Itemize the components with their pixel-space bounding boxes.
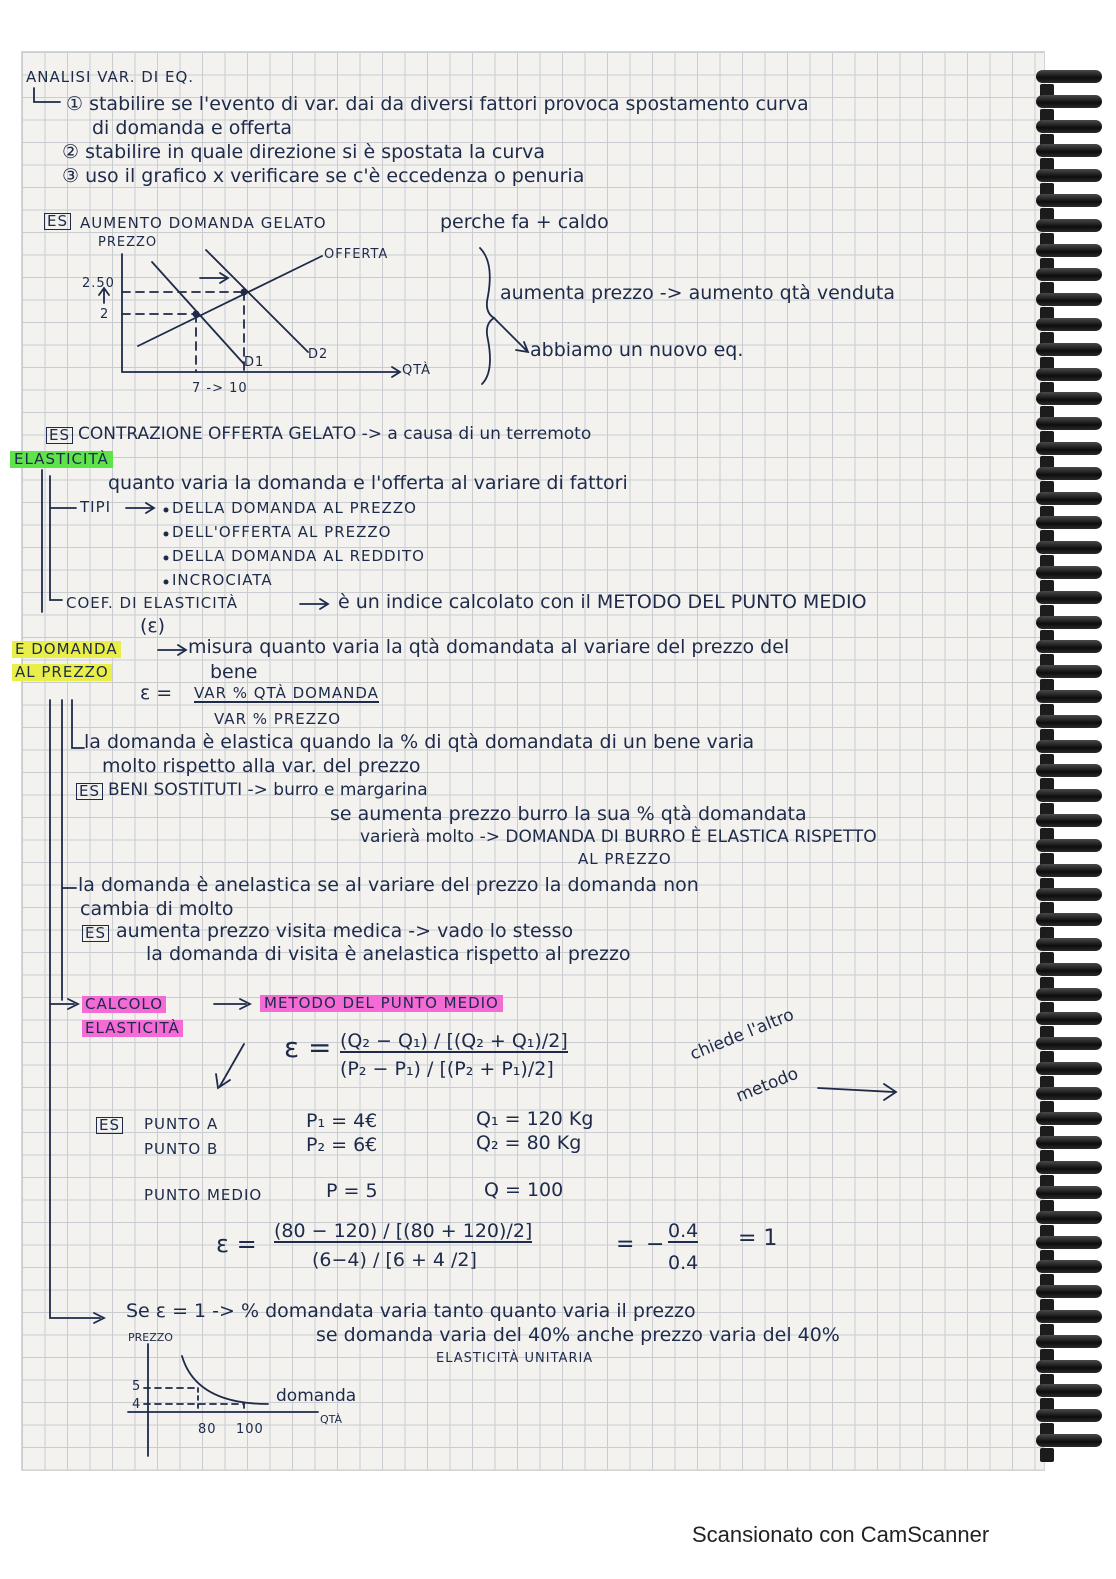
calc-symbol: ε = [216, 1230, 257, 1258]
scanner-footer: Scansionato con CamScanner [692, 1522, 990, 1547]
graph2-xlabel: QTÀ [320, 1413, 343, 1426]
elasticita-tipi: TIPI [80, 498, 112, 516]
example-title: AUMENTO DOMANDA GELATO [80, 214, 327, 232]
graph1-d1-label: D1 [244, 355, 265, 370]
es-tag-visita: ES [82, 925, 109, 942]
calc-denominator: (6−4) / [6 + 4 /2] [312, 1249, 477, 1271]
calc-minus: − [646, 1232, 665, 1257]
punto-medio-qty: Q = 100 [484, 1179, 564, 1201]
type-1: DELLA DOMANDA AL PREZZO [172, 499, 417, 517]
step-3: ③ uso il grafico x verificare se c'è eccedenza o penuria [62, 165, 585, 187]
calc-frac-den: 0.4 [668, 1252, 699, 1274]
type-4: INCROCIATA [172, 571, 273, 589]
sostituti-line-2: se aumenta prezzo burro la sua % qtà domandata [330, 803, 807, 825]
example-note-1: aumenta prezzo -> aumento qtà venduta [500, 282, 896, 304]
calcolo-heading: CALCOLO [82, 996, 166, 1013]
coef-symbol: (ε) [140, 615, 166, 637]
graph1-xticks: 7 -> 10 [192, 381, 248, 396]
anelastic-line-4: la domanda di visita è anelastica rispetto al prezzo [146, 943, 631, 965]
graph1-d2-line [206, 250, 308, 352]
punto-b-label: PUNTO B [144, 1140, 219, 1158]
e-domanda-def-2: bene [210, 661, 258, 683]
graph1-ytick-high: 2.50 [82, 276, 115, 291]
calcolo-formula-num: (Q₂ − Q₁) / [(Q₂ + Q₁)/2] [340, 1030, 568, 1052]
calc-equals: = [616, 1232, 635, 1257]
punto-medio-label: PUNTO MEDIO [144, 1186, 263, 1204]
graph2-ylabel: PREZZO [128, 1331, 173, 1344]
graph2-ytick-4: 4 [132, 1397, 142, 1412]
example2-tag: ES [46, 427, 73, 444]
anelastic-line-2: cambia di molto [80, 898, 234, 920]
margin-note-1: chiede l'altro [687, 1004, 797, 1065]
example-reason: perche fa + caldo [440, 211, 609, 233]
example-note-2: abbiamo un nuovo eq. [530, 339, 744, 361]
anelastic-line-3: aumenta prezzo visita medica -> vado lo stesso [116, 920, 574, 942]
punto-b-price: P₂ = 6€ [306, 1134, 378, 1156]
e-domanda-def: misura quanto varia la qtà domandata al variare del prezzo del [188, 636, 790, 658]
sostituti-line-3: varierà molto -> DOMANDA DI BURRO È ELASTICA RISPETTO [360, 827, 877, 847]
elastic-line-1: la domanda è elastica quando la % di qtà domandata di un bene varia [84, 731, 755, 753]
hook-arrow [34, 88, 60, 102]
metodo-punto-medio: METODO DEL PUNTO MEDIO [260, 995, 503, 1012]
formula-numerator: VAR % QTÀ DOMANDA [194, 684, 379, 702]
formula-denominator: VAR % PREZZO [214, 710, 342, 728]
example-tag: ES [44, 213, 71, 230]
es-tag-sostituti: ES [76, 783, 103, 800]
elasticita-heading: ELASTICITÀ [10, 451, 113, 468]
graph2-xtick-80: 80 [198, 1422, 217, 1437]
calcolo-formula-symbol: ε = [284, 1031, 332, 1064]
graph1-supply-line [138, 256, 322, 346]
graph1-d2-label: D2 [308, 347, 329, 362]
punto-a-label: PUNTO A [144, 1115, 219, 1133]
se-line-1: Se ε = 1 -> % domandata varia tanto quanto varia il prezzo [126, 1300, 696, 1322]
elasticita-def: quanto varia la domanda e l'offerta al variare di fattori [108, 472, 628, 494]
beni-sostituti: BENI SOSTITUTI -> burro e margarina [108, 780, 428, 800]
bracket [480, 248, 494, 384]
elasticita-unitaria: ELASTICITÀ UNITARIA [436, 1351, 594, 1366]
sostituti-line-4: AL PREZZO [578, 850, 672, 868]
graph2-curve [182, 1356, 268, 1404]
graph1-ytick-low: 2 [100, 307, 110, 322]
margin-note-2: metodo [733, 1063, 802, 1107]
anelastic-line-1: la domanda è anelastica se al variare del prezzo la domanda non [78, 874, 699, 896]
graph1-axes [122, 254, 398, 372]
example2-text: CONTRAZIONE OFFERTA GELATO -> a causa di un terremoto [78, 424, 592, 444]
type-2: DELL'OFFERTA AL PREZZO [172, 523, 392, 541]
calc-result: = 1 [738, 1226, 778, 1251]
graph1-supply-label: OFFERTA [324, 247, 389, 262]
es-tag-calcolo: ES [96, 1117, 123, 1134]
arrow-down [220, 1044, 244, 1086]
section-title: ANALISI VAR. DI EQ. [26, 68, 195, 86]
punto-a-qty: Q₁ = 120 Kg [476, 1108, 594, 1130]
calc-frac-num: 0.4 [668, 1220, 699, 1242]
calcolo-formula-den: (P₂ − P₁) / [(P₂ + P₁)/2] [340, 1058, 554, 1080]
punto-medio-price: P = 5 [326, 1180, 378, 1202]
formula-symbol: ε = [140, 682, 173, 704]
graph2-xtick-100: 100 [236, 1422, 264, 1437]
step-1: ① stabilire se l'evento di var. dai da diversi fattori provoca spostamento curva [66, 93, 809, 115]
e-domanda-heading-2: AL PREZZO [12, 664, 112, 681]
elastic-line-2: molto rispetto alla var. del prezzo [102, 755, 421, 777]
graph2-ytick-5: 5 [132, 1379, 142, 1394]
type-3: DELLA DOMANDA AL REDDITO [172, 547, 425, 565]
punto-a-price: P₁ = 4€ [306, 1110, 378, 1132]
graph2-curve-label: domanda [276, 1386, 357, 1406]
se-line-2: se domanda varia del 40% anche prezzo varia del 40% [316, 1324, 840, 1346]
graph1-ylabel: PREZZO [98, 235, 158, 250]
step-1-cont: di domanda e offerta [92, 117, 293, 139]
e-domanda-heading: E DOMANDA [12, 641, 121, 658]
calc-numerator: (80 − 120) / [(80 + 120)/2] [274, 1220, 533, 1242]
coef-label: COEF. DI ELASTICITÀ [66, 594, 238, 612]
step-2: ② stabilire in quale direzione si è spostata la curva [62, 141, 546, 163]
calcolo-heading-2: ELASTICITÀ [82, 1020, 183, 1037]
graph1-xlabel: QTÀ [402, 363, 432, 378]
punto-b-qty: Q₂ = 80 Kg [476, 1132, 582, 1154]
coef-def: è un indice calcolato con il METODO DEL PUNTO MEDIO [338, 591, 867, 613]
